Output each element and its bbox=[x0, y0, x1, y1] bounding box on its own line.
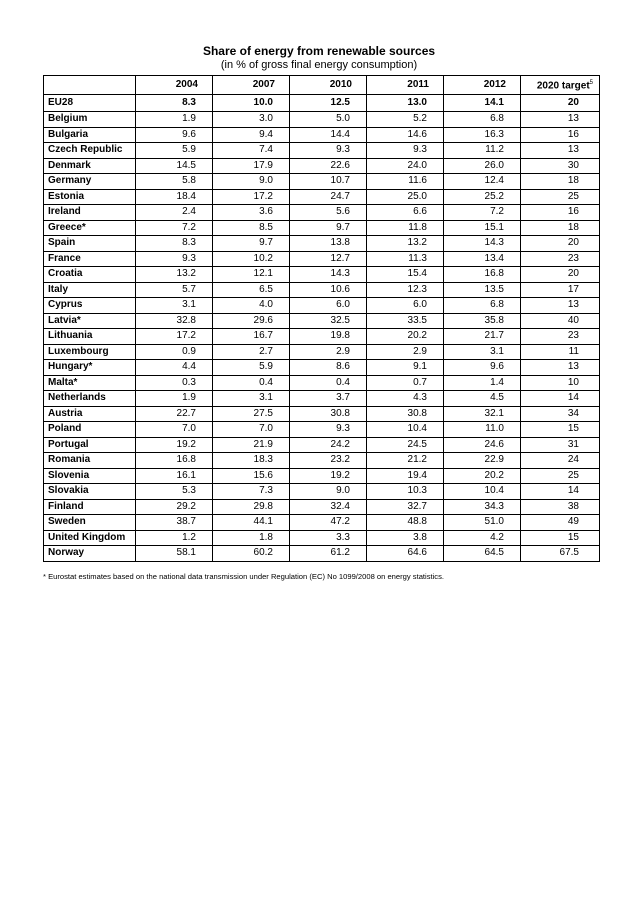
value-cell-2007: 7.3 bbox=[213, 484, 290, 500]
value-cell-2007: 3.6 bbox=[213, 205, 290, 221]
value-cell-2004: 0.9 bbox=[136, 344, 213, 360]
target-cell: 10 bbox=[521, 375, 600, 391]
value-cell-2011: 13.0 bbox=[367, 95, 444, 112]
value-cell-2012: 22.9 bbox=[444, 453, 521, 469]
footnote: * Eurostat estimates based on the national data transmission under Regulation (EC) No 1099/2008 on energy statistics. bbox=[43, 572, 445, 581]
country-name-cell: Estonia bbox=[44, 189, 136, 205]
value-cell-2012: 26.0 bbox=[444, 158, 521, 174]
value-cell-2010: 32.4 bbox=[290, 499, 367, 515]
value-cell-2004: 13.2 bbox=[136, 267, 213, 283]
value-cell-2012: 35.8 bbox=[444, 313, 521, 329]
value-cell-2010: 10.7 bbox=[290, 174, 367, 190]
value-cell-2010: 9.3 bbox=[290, 422, 367, 438]
country-name-cell: Portugal bbox=[44, 437, 136, 453]
value-cell-2011: 19.4 bbox=[367, 468, 444, 484]
value-cell-2007: 5.9 bbox=[213, 360, 290, 376]
value-cell-2012: 13.5 bbox=[444, 282, 521, 298]
header-year-2004: 2004 bbox=[136, 76, 213, 95]
target-cell: 16 bbox=[521, 127, 600, 143]
value-cell-2007: 44.1 bbox=[213, 515, 290, 531]
table-row bbox=[44, 406, 600, 422]
value-cell-2010: 24.2 bbox=[290, 437, 367, 453]
country-name-cell: Germany bbox=[44, 174, 136, 190]
value-cell-2012: 34.3 bbox=[444, 499, 521, 515]
value-cell-2004: 58.1 bbox=[136, 546, 213, 562]
value-cell-2004: 18.4 bbox=[136, 189, 213, 205]
table-row bbox=[44, 422, 600, 438]
value-cell-2011: 5.2 bbox=[367, 112, 444, 128]
value-cell-2011: 11.8 bbox=[367, 220, 444, 236]
value-cell-2011: 13.2 bbox=[367, 236, 444, 252]
value-cell-2004: 7.0 bbox=[136, 422, 213, 438]
value-cell-2007: 9.4 bbox=[213, 127, 290, 143]
value-cell-2007: 18.3 bbox=[213, 453, 290, 469]
renewable-energy-table bbox=[43, 75, 600, 562]
value-cell-2010: 9.0 bbox=[290, 484, 367, 500]
value-cell-2011: 0.7 bbox=[367, 375, 444, 391]
table-row bbox=[44, 344, 600, 360]
value-cell-2007: 7.4 bbox=[213, 143, 290, 159]
table-row bbox=[44, 437, 600, 453]
value-cell-2012: 16.3 bbox=[444, 127, 521, 143]
value-cell-2011: 6.0 bbox=[367, 298, 444, 314]
value-cell-2004: 22.7 bbox=[136, 406, 213, 422]
table-row bbox=[44, 298, 600, 314]
value-cell-2011: 14.6 bbox=[367, 127, 444, 143]
value-cell-2012: 14.3 bbox=[444, 236, 521, 252]
country-name-cell: Italy bbox=[44, 282, 136, 298]
target-footnote-marker: 5 bbox=[589, 80, 593, 87]
country-name-cell: Poland bbox=[44, 422, 136, 438]
table-row bbox=[44, 530, 600, 546]
value-cell-2011: 20.2 bbox=[367, 329, 444, 345]
value-cell-2011: 15.4 bbox=[367, 267, 444, 283]
value-cell-2010: 24.7 bbox=[290, 189, 367, 205]
value-cell-2007: 9.7 bbox=[213, 236, 290, 252]
value-cell-2011: 11.6 bbox=[367, 174, 444, 190]
value-cell-2012: 10.4 bbox=[444, 484, 521, 500]
table-row bbox=[44, 112, 600, 128]
value-cell-2010: 19.8 bbox=[290, 329, 367, 345]
header-year-2010: 2010 bbox=[290, 76, 367, 95]
country-name-cell: Finland bbox=[44, 499, 136, 515]
country-name-cell: Norway bbox=[44, 546, 136, 562]
value-cell-2012: 16.8 bbox=[444, 267, 521, 283]
country-name-cell: Greece* bbox=[44, 220, 136, 236]
target-cell: 20 bbox=[521, 95, 600, 112]
value-cell-2010: 19.2 bbox=[290, 468, 367, 484]
value-cell-2012: 24.6 bbox=[444, 437, 521, 453]
value-cell-2007: 60.2 bbox=[213, 546, 290, 562]
value-cell-2007: 7.0 bbox=[213, 422, 290, 438]
country-name-cell: Bulgaria bbox=[44, 127, 136, 143]
country-name-cell: Slovenia bbox=[44, 468, 136, 484]
value-cell-2004: 17.2 bbox=[136, 329, 213, 345]
target-cell: 31 bbox=[521, 437, 600, 453]
target-cell: 20 bbox=[521, 236, 600, 252]
header-row bbox=[44, 76, 600, 95]
target-cell: 17 bbox=[521, 282, 600, 298]
table-row bbox=[44, 205, 600, 221]
table-row bbox=[44, 515, 600, 531]
value-cell-2012: 3.1 bbox=[444, 344, 521, 360]
value-cell-2011: 33.5 bbox=[367, 313, 444, 329]
country-name-cell: Slovakia bbox=[44, 484, 136, 500]
value-cell-2011: 24.5 bbox=[367, 437, 444, 453]
value-cell-2004: 1.9 bbox=[136, 112, 213, 128]
target-cell: 13 bbox=[521, 143, 600, 159]
value-cell-2007: 10.2 bbox=[213, 251, 290, 267]
value-cell-2004: 29.2 bbox=[136, 499, 213, 515]
value-cell-2007: 15.6 bbox=[213, 468, 290, 484]
value-cell-2007: 21.9 bbox=[213, 437, 290, 453]
value-cell-2007: 6.5 bbox=[213, 282, 290, 298]
value-cell-2010: 0.4 bbox=[290, 375, 367, 391]
target-cell: 67.5 bbox=[521, 546, 600, 562]
country-name-cell: Cyprus bbox=[44, 298, 136, 314]
value-cell-2010: 12.5 bbox=[290, 95, 367, 112]
value-cell-2004: 5.3 bbox=[136, 484, 213, 500]
value-cell-2011: 21.2 bbox=[367, 453, 444, 469]
value-cell-2007: 3.1 bbox=[213, 391, 290, 407]
value-cell-2011: 9.3 bbox=[367, 143, 444, 159]
target-cell: 14 bbox=[521, 391, 600, 407]
value-cell-2010: 32.5 bbox=[290, 313, 367, 329]
country-name-cell: Romania bbox=[44, 453, 136, 469]
value-cell-2011: 25.0 bbox=[367, 189, 444, 205]
country-name-cell: Luxembourg bbox=[44, 344, 136, 360]
table-row bbox=[44, 468, 600, 484]
target-cell: 11 bbox=[521, 344, 600, 360]
table-body bbox=[44, 95, 600, 562]
target-cell: 40 bbox=[521, 313, 600, 329]
country-name-cell: Denmark bbox=[44, 158, 136, 174]
table-row bbox=[44, 251, 600, 267]
value-cell-2011: 9.1 bbox=[367, 360, 444, 376]
value-cell-2011: 48.8 bbox=[367, 515, 444, 531]
country-name-cell: Netherlands bbox=[44, 391, 136, 407]
value-cell-2007: 27.5 bbox=[213, 406, 290, 422]
table-row bbox=[44, 313, 600, 329]
table-row bbox=[44, 143, 600, 159]
value-cell-2004: 16.8 bbox=[136, 453, 213, 469]
table-row bbox=[44, 499, 600, 515]
table-row bbox=[44, 546, 600, 562]
value-cell-2010: 22.6 bbox=[290, 158, 367, 174]
country-name-cell: Ireland bbox=[44, 205, 136, 221]
value-cell-2011: 12.3 bbox=[367, 282, 444, 298]
value-cell-2004: 8.3 bbox=[136, 236, 213, 252]
table-row bbox=[44, 484, 600, 500]
value-cell-2012: 11.2 bbox=[444, 143, 521, 159]
value-cell-2010: 47.2 bbox=[290, 515, 367, 531]
table-row bbox=[44, 375, 600, 391]
table-row bbox=[44, 220, 600, 236]
target-cell: 38 bbox=[521, 499, 600, 515]
value-cell-2004: 4.4 bbox=[136, 360, 213, 376]
target-cell: 30 bbox=[521, 158, 600, 174]
value-cell-2010: 5.6 bbox=[290, 205, 367, 221]
value-cell-2004: 2.4 bbox=[136, 205, 213, 221]
value-cell-2012: 64.5 bbox=[444, 546, 521, 562]
value-cell-2010: 2.9 bbox=[290, 344, 367, 360]
value-cell-2011: 11.3 bbox=[367, 251, 444, 267]
country-name-cell: Czech Republic bbox=[44, 143, 136, 159]
table-row bbox=[44, 267, 600, 283]
value-cell-2010: 5.0 bbox=[290, 112, 367, 128]
value-cell-2007: 2.7 bbox=[213, 344, 290, 360]
target-cell: 49 bbox=[521, 515, 600, 531]
value-cell-2004: 3.1 bbox=[136, 298, 213, 314]
table-row bbox=[44, 236, 600, 252]
target-cell: 23 bbox=[521, 329, 600, 345]
header-year-2012: 2012 bbox=[444, 76, 521, 95]
table-row bbox=[44, 189, 600, 205]
value-cell-2011: 10.4 bbox=[367, 422, 444, 438]
value-cell-2012: 21.7 bbox=[444, 329, 521, 345]
country-name-cell: United Kingdom bbox=[44, 530, 136, 546]
value-cell-2007: 29.8 bbox=[213, 499, 290, 515]
value-cell-2004: 5.7 bbox=[136, 282, 213, 298]
header-year-2007: 2007 bbox=[213, 76, 290, 95]
country-name-cell: Austria bbox=[44, 406, 136, 422]
value-cell-2012: 4.2 bbox=[444, 530, 521, 546]
value-cell-2011: 2.9 bbox=[367, 344, 444, 360]
value-cell-2007: 9.0 bbox=[213, 174, 290, 190]
value-cell-2010: 10.6 bbox=[290, 282, 367, 298]
value-cell-2012: 11.0 bbox=[444, 422, 521, 438]
value-cell-2010: 23.2 bbox=[290, 453, 367, 469]
country-name-cell: Lithuania bbox=[44, 329, 136, 345]
value-cell-2004: 5.9 bbox=[136, 143, 213, 159]
value-cell-2007: 1.8 bbox=[213, 530, 290, 546]
target-cell: 23 bbox=[521, 251, 600, 267]
value-cell-2011: 30.8 bbox=[367, 406, 444, 422]
target-cell: 20 bbox=[521, 267, 600, 283]
country-name-cell: Hungary* bbox=[44, 360, 136, 376]
target-cell: 24 bbox=[521, 453, 600, 469]
value-cell-2010: 3.3 bbox=[290, 530, 367, 546]
target-cell: 14 bbox=[521, 484, 600, 500]
value-cell-2012: 7.2 bbox=[444, 205, 521, 221]
table-row bbox=[44, 360, 600, 376]
country-name-cell: Malta* bbox=[44, 375, 136, 391]
country-name-cell: Spain bbox=[44, 236, 136, 252]
target-cell: 25 bbox=[521, 468, 600, 484]
value-cell-2012: 15.1 bbox=[444, 220, 521, 236]
value-cell-2011: 6.6 bbox=[367, 205, 444, 221]
value-cell-2011: 32.7 bbox=[367, 499, 444, 515]
target-label: 2020 target bbox=[536, 80, 590, 92]
value-cell-2010: 12.7 bbox=[290, 251, 367, 267]
table-row bbox=[44, 127, 600, 143]
value-cell-2012: 12.4 bbox=[444, 174, 521, 190]
value-cell-2010: 61.2 bbox=[290, 546, 367, 562]
value-cell-2007: 29.6 bbox=[213, 313, 290, 329]
value-cell-2004: 38.7 bbox=[136, 515, 213, 531]
value-cell-2004: 1.9 bbox=[136, 391, 213, 407]
value-cell-2007: 3.0 bbox=[213, 112, 290, 128]
value-cell-2004: 32.8 bbox=[136, 313, 213, 329]
table-row bbox=[44, 453, 600, 469]
value-cell-2010: 6.0 bbox=[290, 298, 367, 314]
table-row bbox=[44, 282, 600, 298]
value-cell-2004: 16.1 bbox=[136, 468, 213, 484]
target-cell: 13 bbox=[521, 298, 600, 314]
value-cell-2010: 3.7 bbox=[290, 391, 367, 407]
table-row bbox=[44, 158, 600, 174]
value-cell-2010: 9.3 bbox=[290, 143, 367, 159]
value-cell-2004: 9.6 bbox=[136, 127, 213, 143]
target-cell: 16 bbox=[521, 205, 600, 221]
target-cell: 34 bbox=[521, 406, 600, 422]
country-name-cell: Belgium bbox=[44, 112, 136, 128]
header-year-2011: 2011 bbox=[367, 76, 444, 95]
target-cell: 25 bbox=[521, 189, 600, 205]
table-row bbox=[44, 95, 600, 112]
table-row bbox=[44, 174, 600, 190]
header-2020-target bbox=[521, 76, 600, 95]
target-cell: 18 bbox=[521, 174, 600, 190]
value-cell-2004: 8.3 bbox=[136, 95, 213, 112]
table-subtitle: (in % of gross final energy consumption) bbox=[220, 59, 418, 71]
target-cell: 13 bbox=[521, 360, 600, 376]
value-cell-2012: 9.6 bbox=[444, 360, 521, 376]
value-cell-2012: 51.0 bbox=[444, 515, 521, 531]
table-title: Share of energy from renewable sources bbox=[202, 44, 436, 58]
value-cell-2010: 8.6 bbox=[290, 360, 367, 376]
value-cell-2007: 4.0 bbox=[213, 298, 290, 314]
value-cell-2004: 14.5 bbox=[136, 158, 213, 174]
value-cell-2007: 8.5 bbox=[213, 220, 290, 236]
value-cell-2012: 25.2 bbox=[444, 189, 521, 205]
value-cell-2011: 24.0 bbox=[367, 158, 444, 174]
target-cell: 18 bbox=[521, 220, 600, 236]
table-row bbox=[44, 329, 600, 345]
value-cell-2004: 9.3 bbox=[136, 251, 213, 267]
value-cell-2012: 4.5 bbox=[444, 391, 521, 407]
country-name-cell: Latvia* bbox=[44, 313, 136, 329]
value-cell-2012: 14.1 bbox=[444, 95, 521, 112]
value-cell-2012: 13.4 bbox=[444, 251, 521, 267]
value-cell-2007: 0.4 bbox=[213, 375, 290, 391]
value-cell-2007: 17.9 bbox=[213, 158, 290, 174]
value-cell-2011: 4.3 bbox=[367, 391, 444, 407]
value-cell-2012: 6.8 bbox=[444, 112, 521, 128]
value-cell-2012: 6.8 bbox=[444, 298, 521, 314]
country-name-cell: EU28 bbox=[44, 95, 136, 112]
value-cell-2004: 0.3 bbox=[136, 375, 213, 391]
value-cell-2004: 5.8 bbox=[136, 174, 213, 190]
value-cell-2012: 1.4 bbox=[444, 375, 521, 391]
value-cell-2010: 9.7 bbox=[290, 220, 367, 236]
value-cell-2010: 14.4 bbox=[290, 127, 367, 143]
header-corner-cell bbox=[44, 76, 136, 95]
value-cell-2011: 64.6 bbox=[367, 546, 444, 562]
country-name-cell: Sweden bbox=[44, 515, 136, 531]
target-cell: 15 bbox=[521, 422, 600, 438]
value-cell-2004: 19.2 bbox=[136, 437, 213, 453]
country-name-cell: France bbox=[44, 251, 136, 267]
target-cell: 15 bbox=[521, 530, 600, 546]
value-cell-2010: 14.3 bbox=[290, 267, 367, 283]
value-cell-2004: 7.2 bbox=[136, 220, 213, 236]
value-cell-2012: 20.2 bbox=[444, 468, 521, 484]
table-row bbox=[44, 391, 600, 407]
value-cell-2011: 10.3 bbox=[367, 484, 444, 500]
value-cell-2011: 3.8 bbox=[367, 530, 444, 546]
value-cell-2004: 1.2 bbox=[136, 530, 213, 546]
country-name-cell: Croatia bbox=[44, 267, 136, 283]
target-cell: 13 bbox=[521, 112, 600, 128]
value-cell-2007: 17.2 bbox=[213, 189, 290, 205]
value-cell-2007: 16.7 bbox=[213, 329, 290, 345]
value-cell-2007: 12.1 bbox=[213, 267, 290, 283]
value-cell-2010: 30.8 bbox=[290, 406, 367, 422]
value-cell-2012: 32.1 bbox=[444, 406, 521, 422]
value-cell-2010: 13.8 bbox=[290, 236, 367, 252]
value-cell-2007: 10.0 bbox=[213, 95, 290, 112]
